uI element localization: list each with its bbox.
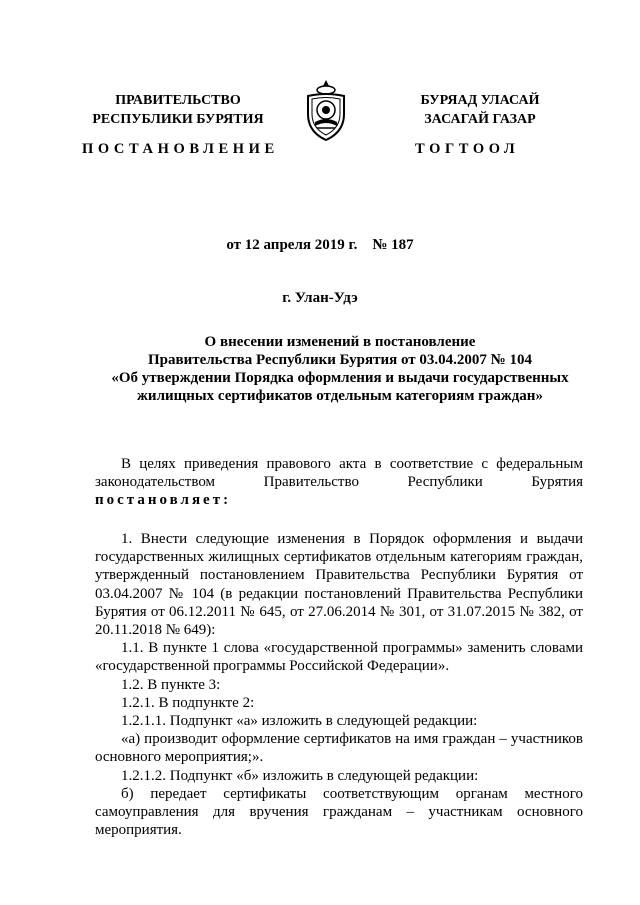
header-right: [382, 91, 578, 129]
preamble: [95, 455, 583, 510]
city-line: г. Улан-Удэ: [282, 290, 358, 306]
body-paragraph-5: 1.2.1.1. Подпункт «а» изложить в следующей редакции:: [121, 713, 478, 730]
body-paragraph-8: б) передает сертификаты соответствующим органам местного самоуправления для вручения гражданам – участникам основного мероприятия.: [95, 785, 583, 839]
title-line1: О внесении изменений в постановление: [204, 334, 476, 350]
title-line3: «Об утверждении Порядка оформления и выдачи государственных: [111, 370, 569, 386]
doctype-right: ТОГТООЛ: [415, 141, 520, 157]
header-left: [80, 91, 276, 129]
header-right-line1: БУРЯАД УЛАСАЙ: [420, 93, 540, 108]
preamble-emphasis: постановляет:: [95, 492, 232, 509]
title-line4: жилищных сертификатов отдельным категориям граждан»: [137, 388, 543, 404]
preamble-text: В целях приведения правового акта в соответствие с федеральным законодательством Правительство Республики Бурятия: [95, 456, 583, 491]
title-line2: Правительства Республики Бурятия от 03.04.2007 № 104: [147, 352, 532, 368]
body-paragraph-6: «а) производит оформление сертификатов на имя граждан – участников основного мероприятия;».: [95, 731, 583, 766]
date-number-line: от 12 апреля 2019 г. № 187: [226, 237, 414, 253]
body-paragraph-2: 1.1. В пункте 1 слова «государственной программы» заменить словами «государственной программы Российской Федерации».: [95, 640, 583, 675]
header-left-line2: РЕСПУБЛИКИ БУРЯТИЯ: [92, 112, 264, 127]
body-paragraph-1: 1. Внести следующие изменения в Порядок оформления и выдачи государственных жилищных сертификатов отдельным категориям граждан, утвержденный постановлением Правительства Республики Бурятия от 03.04.2007 № 104 (в редакции постановлений Правительства Республики Бурятия от 06.12.2011 № 645, от 27.06.2014 № 301, от 31.07.2015 № 382, от 20.11.2018 № 649):: [95, 531, 583, 639]
body-paragraph-4: 1.2.1. В подпункте 2:: [121, 694, 255, 711]
document-title: [100, 333, 580, 405]
doctype-left: ПОСТАНОВЛЕНИЕ: [82, 141, 279, 157]
body-paragraph-3: 1.2. В пункте 3:: [121, 676, 221, 693]
body-text: [95, 530, 583, 839]
header-left-line1: ПРАВИТЕЛЬСТВО: [115, 93, 241, 108]
body-paragraph-7: 1.2.1.2. Подпункт «б» изложить в следующей редакции:: [121, 767, 479, 784]
coat-of-arms-icon: [300, 78, 352, 144]
header-right-line2: ЗАСАГАЙ ГАЗАР: [424, 112, 536, 127]
